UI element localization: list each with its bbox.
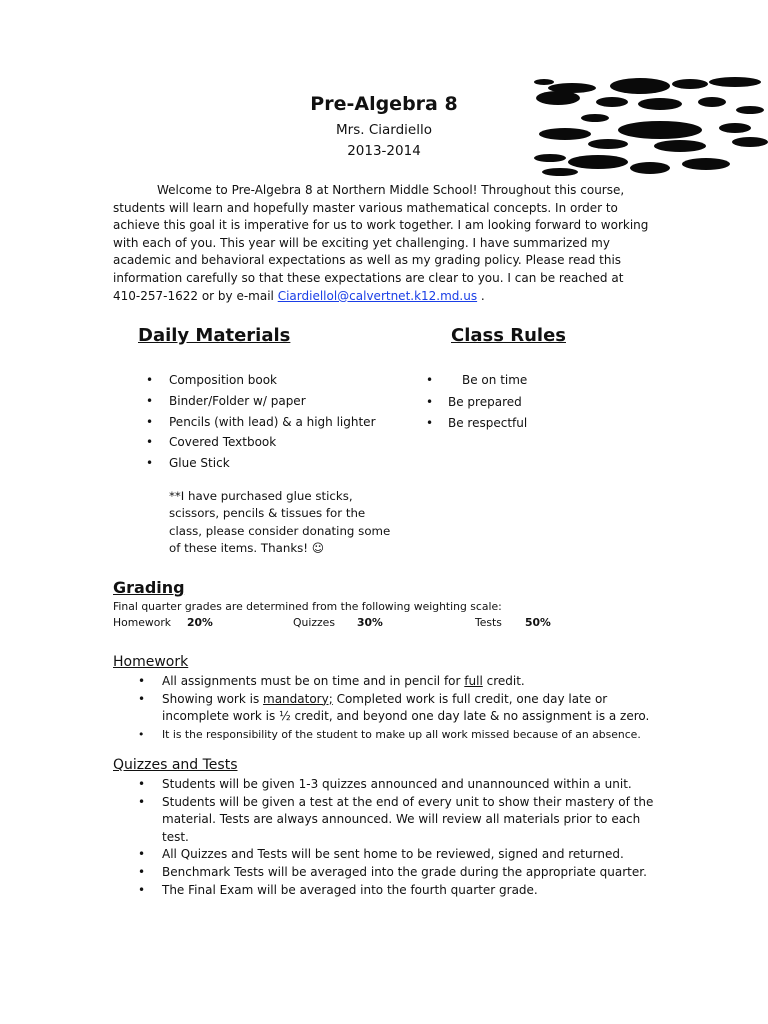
list-item: [448, 370, 527, 392]
homework-list: [162, 673, 662, 743]
rule-text: Be on time: [462, 373, 528, 387]
grading-heading: Grading: [113, 578, 185, 597]
homework-heading-text: Homework: [113, 654, 189, 670]
tests-weight-value: 50%: [525, 616, 551, 629]
document-title: Pre-Algebra 8: [310, 93, 458, 115]
intro-paragraph: [113, 182, 653, 305]
intro-end: .: [477, 288, 485, 303]
text: credit, and beyond one day late & no assignment is a zero.: [290, 709, 650, 724]
text: Completed work is full credit, one day late or incomplete work is: [162, 691, 608, 724]
homework-weight-value: 20%: [187, 616, 213, 629]
list-item: • Be respectful: [448, 413, 527, 435]
tests-weight-label: Tests: [475, 616, 502, 629]
list-item: [162, 673, 662, 691]
underlined-text: mandatory;: [263, 691, 333, 706]
list-item: • Composition book: [169, 370, 376, 391]
list-item: • Pencils (with lead) & a high lighter: [169, 412, 376, 433]
list-item: • Covered Textbook: [169, 432, 376, 453]
quizzes-weight-value: 30%: [357, 616, 383, 629]
list-item: • All Quizzes and Tests will be sent home to be reviewed, signed and returned.: [162, 846, 662, 864]
quizzes-tests-list: [162, 776, 662, 899]
fraction-text: ½: [279, 709, 291, 724]
class-rules-list: [448, 370, 527, 435]
list-item: • Glue Stick: [169, 453, 376, 474]
list-item: [162, 691, 662, 726]
email-link[interactable]: Ciardiellol@calvertnet.k12.md.us: [277, 288, 478, 303]
text: credit.: [482, 674, 525, 688]
quizzes-tests-heading-text: Quizzes and Tests: [113, 757, 238, 773]
grading-scale-text: Final quarter grades are determined from the following weighting scale:: [113, 600, 502, 613]
homework-heading: [113, 654, 188, 670]
school-year: 2013-2014: [347, 143, 421, 159]
text: All assignments must be on time and in pencil for: [162, 674, 465, 688]
quizzes-weight-label: Quizzes: [293, 616, 335, 629]
daily-materials-heading: Daily Materials: [138, 325, 291, 346]
list-item: • The Final Exam will be averaged into the fourth quarter grade.: [162, 882, 662, 900]
daily-materials-list: [169, 370, 376, 474]
list-item: • Students will be given 1-3 quizzes announced and unannounced within a unit.: [162, 776, 662, 794]
class-rules-heading: Class Rules: [451, 325, 566, 346]
quizzes-tests-heading: [113, 757, 238, 773]
list-item: • Benchmark Tests will be averaged into the grade during the appropriate quarter.: [162, 864, 662, 882]
teacher-name: Mrs. Ciardiello: [336, 122, 432, 138]
homework-weight-label: Homework: [113, 616, 172, 629]
list-item: • Students will be given a test at the end of every unit to show their mastery of the material. Tests are always announced. We will review all materials prior to each test.: [162, 794, 662, 847]
intro-text: Welcome to Pre-Algebra 8 at Northern Middle School! Throughout this course, students will learn and hopefully master various mathematical concepts. In order to achieve this goal it is imperative for us to work together. I am looking forward to working with each of you. This year will be exciting yet challenging. I have summarized my academic and behavioral expectations as well as my grading policy. Please read this information carefully so that these expectations are clear to you. I can be reached at 410-257-1622 or by e-mail: [113, 183, 649, 303]
text: Showing work is: [162, 691, 264, 706]
list-item: • Be prepared: [448, 392, 527, 414]
list-item: • Binder/Folder w/ paper: [169, 391, 376, 412]
list-item: • It is the responsibility of the student to make up all work missed because of an absence.: [162, 726, 662, 744]
underlined-text: full: [464, 674, 483, 688]
supplies-note: **I have purchased glue sticks, scissors, pencils & tissues for the class, please consider donating some of these items. Thanks! ☺: [169, 489, 391, 555]
